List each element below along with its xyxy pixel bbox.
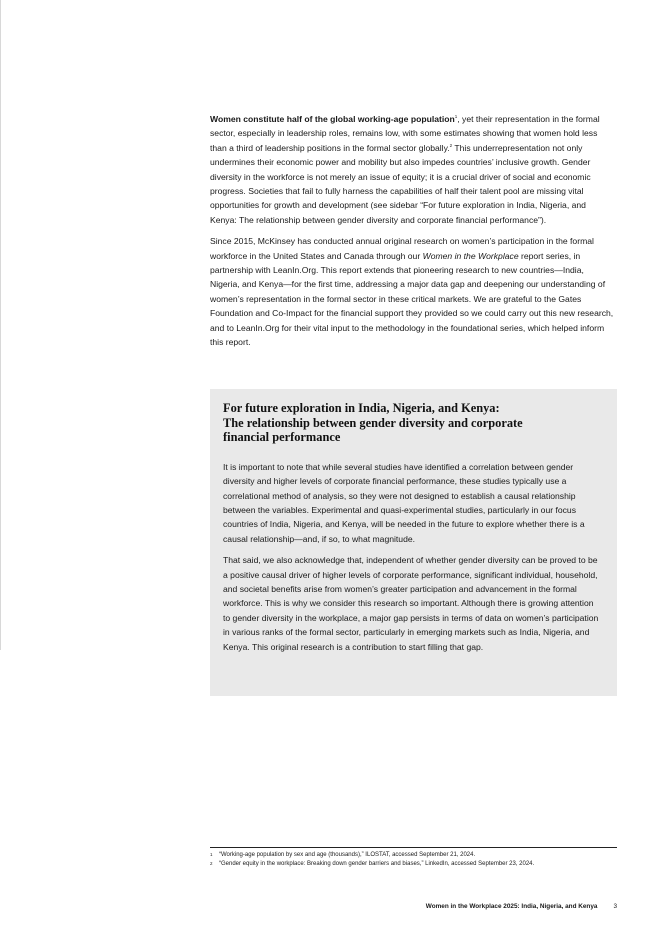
footnote-number: 1	[210, 852, 213, 857]
intro-p1-part-a: , yet their representation in the formal sector, especially in leadership roles, remains low, with some estimates showing that women hold less than a third of leadership positions in the formal sector globally.	[210, 114, 600, 153]
intro-paragraph-1	[210, 112, 614, 227]
footnotes	[210, 847, 617, 869]
sidebar-paragraph-2: That said, we also acknowledge that, independent of whether gender diversity can be proved to be a positive causal driver of higher levels of corporate performance, significant individual, household, and societal benefits arise from women’s greater participation and advancement in the formal workforce. This is why we consider this research so important. Although there is growing attention to gender diversity in the workplace, a major gap persists in terms of data on women’s participation in various ranks of the formal sector, particularly in emerging markets such as India, Nigeria, and Kenya. This original research is a contribution to start filling that gap.	[223, 555, 599, 652]
footnote-ref-1[interactable]: 1	[454, 114, 458, 119]
footnote-number: 2	[210, 861, 213, 866]
intro-lead: Women constitute half of the global working-age population	[210, 114, 455, 124]
footnote-text: “Working-age population by sex and age (thousands),” ILOSTAT, accessed September 21, 2024.	[219, 852, 476, 858]
footer-report-title: Women in the Workplace 2025: India, Nigeria, and Kenya	[425, 903, 598, 910]
footnote-2	[210, 860, 617, 869]
footnote-text: “Gender equity in the workplace: Breaking down gender barriers and biases,” LinkedIn, accessed September 23, 2024.	[219, 861, 535, 867]
sidebar-title: For future exploration in India, Nigeria, and Kenya: The relationship between gender diversity and corporate financial performance	[223, 401, 523, 445]
page-edge-line	[0, 0, 1, 650]
footnote-ref-2[interactable]: 2	[449, 142, 453, 148]
sidebar-paragraph-1: It is important to note that while several studies have identified a correlation between gender diversity and higher levels of corporate financial performance, these studies typically use a correlational method of analysis, so they were not designed to establish a causal relationship between the variables. Experimental and quasi-experimental studies, particularly in our focus countries of India, Nigeria, and Kenya, will be needed in the future to explore whether there is a causal relationship—and, if so, to what magnitude.	[223, 461, 585, 544]
footnote-1	[210, 851, 617, 860]
intro-text	[210, 112, 614, 357]
page-footer	[426, 903, 617, 910]
intro-p2-part-a: Since 2015, McKinsey has conducted annual original research on women’s participation in the formal workforce in the United States and Canada through our	[210, 236, 594, 261]
report-series-name: Women in the Workplace	[422, 250, 519, 261]
intro-p2-part-b: report series, in partnership with LeanIn.Org. This report extends that pioneering research to new countries—India, Nigeria, and Kenya—for the first time, addressing a major data gap and deepening our understanding of women’s representation in the formal sector in these critical markets. We are grateful to the Gates Foundation and Co-Impact for the financial support they provided so we could carry out this new research, and to LeanIn.Org for their vital input to the methodology in the foundational series, which helped inform this report.	[210, 250, 614, 348]
sidebar-box	[210, 389, 617, 696]
intro-paragraph-2	[210, 234, 614, 349]
page-number: 3	[613, 903, 617, 910]
intro-p1-part-b: This underrepresentation not only undermines their economic power and mobility but also impedes countries’ inclusive growth. Gender diversity in the workforce is not merely an issue of equity; it is a crucial driver of social and economic progress. Societies that fail to fully harness the capabilities of half their talent pool are missing vital opportunities for growth and development (see sidebar “For future exploration in India, Nigeria, and Kenya: The relationship between gender diversity and corporate financial performance”).	[210, 142, 591, 225]
